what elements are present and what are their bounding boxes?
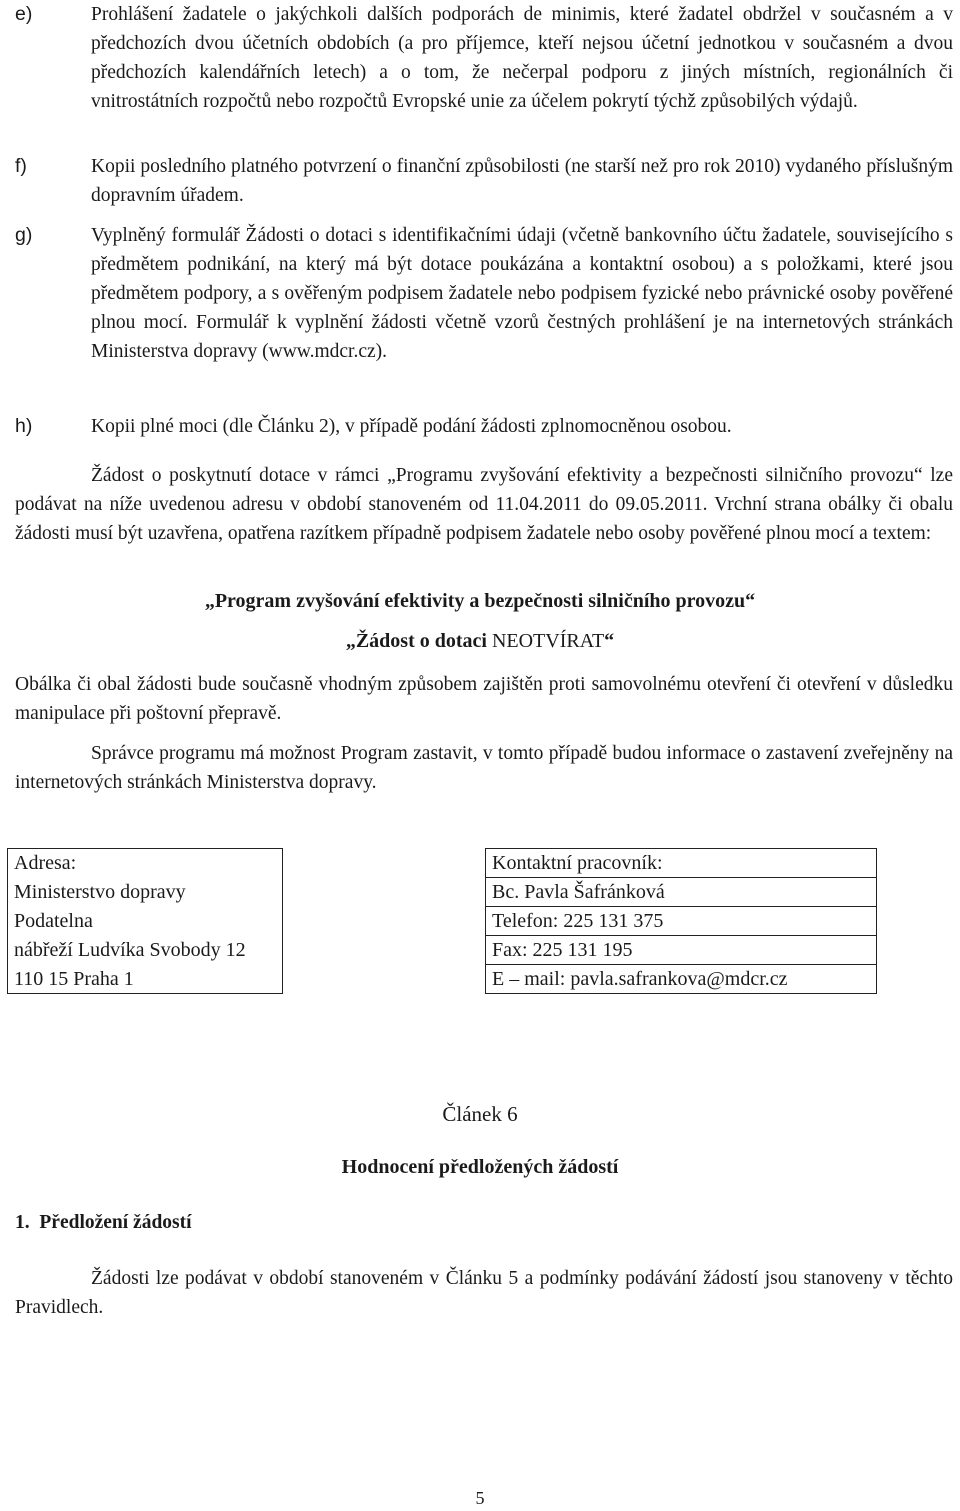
list-text: Prohlášení žadatele o jakýchkoli dalších podporách de minimis, které žadatel obdržel v současném a v předchozích dvou účetních obdobích (a pro příjemce, kteří nejsou účetní jednotkou v současném a dvou předchozích kalendářních letech) a o tom, že nečerpal podporu z jiných místních, regionálních či vnitrostátních rozpočtů nebo rozpočtů Evropské unie za účelem pokrytí týchž způsobilých výdajů. <box>91 4 953 112</box>
contact-header: Kontaktní pracovník: <box>486 849 877 878</box>
list-item-h <box>15 412 953 441</box>
page-number: 5 <box>475 1488 485 1508</box>
list-text: Kopii posledního platného potvrzení o finanční způsobilosti (ne starší než pro rok 2010) vydaného příslušným dopravním úřadem. <box>91 156 953 206</box>
contact-line: E – mail: pavla.safrankova@mdcr.cz <box>486 965 877 994</box>
envelope-text-line1: „Program zvyšování efektivity a bezpečnosti silničního provozu“ <box>204 590 756 612</box>
envelope-paragraph: Obálka či obal žádosti bude současně vhodným způsobem zajištěn proti samovolnému otevření či otevření v důsledku manipulace při poštovní přepravě. <box>15 674 953 724</box>
list-label: g) <box>15 224 33 246</box>
address-line: 110 15 Praha 1 <box>8 965 283 994</box>
article-number: Článek 6 <box>442 1102 518 1126</box>
address-header: Adresa: <box>8 849 283 878</box>
envelope-quote: “ <box>604 630 615 652</box>
list-label: h) <box>15 415 33 437</box>
list-item-g <box>15 221 953 366</box>
list-item-e <box>15 0 953 116</box>
submission-paragraph: Žádost o poskytnutí dotace v rámci „Programu zvyšování efektivity a bezpečnosti silničního provozu“ lze podávat na níže uvedenou adresu v období stanoveném od 11.04.2011 do 09.05.2011. Vrchní strana obálky či obalu žádosti musí být uzavřena, opatřena razítkem případně podpisem žadatele nebo osoby pověřené plnou mocí a textem: <box>15 465 953 544</box>
list-item-f <box>15 152 953 210</box>
address-line: Podatelna <box>8 907 283 936</box>
list-label: e) <box>15 3 33 25</box>
list-label: f) <box>15 155 27 177</box>
envelope-label: „Žádost o dotaci <box>345 630 492 652</box>
contact-line: Fax: 225 131 195 <box>486 936 877 965</box>
section-heading: 1. Předložení žádostí <box>15 1212 192 1233</box>
address-line: nábřeží Ludvíka Svobody 12 <box>8 936 283 965</box>
envelope-warning: NEOTVÍRAT <box>491 630 605 652</box>
address-line: Ministerstvo dopravy <box>8 878 283 907</box>
list-text: Kopii plné moci (dle Článku 2), v případě podání žádosti zplnomocněnou osobou. <box>91 416 732 437</box>
envelope-text-line2 <box>0 630 960 653</box>
address-table <box>7 848 877 994</box>
list-text: Vyplněný formulář Žádosti o dotaci s identifikačními údaji (včetně bankovního účtu žadatele, souvisejícího s předmětem podnikání, na který má být dotace poukázána a kontaktní osobou) a s položkami, které jsou předmětem podpory, a s ověřeným podpisem žadatele nebo podpisem fyzické nebo právnické osoby pověřené plnou mocí. Formulář k vyplnění žádosti včetně vzorů čestných prohlášení je na internetových stránkách Ministerstva dopravy (www.mdcr.cz). <box>91 225 953 362</box>
section-paragraph: Žádosti lze podávat v období stanoveném v Článku 5 a podmínky podávání žádostí jsou stanoveny v těchto Pravidlech. <box>15 1268 953 1318</box>
contact-line: Bc. Pavla Šafránková <box>486 878 877 907</box>
admin-paragraph: Správce programu má možnost Program zastavit, v tomto případě budou informace o zastavení zveřejněny na internetových stránkách Ministerstva dopravy. <box>15 743 953 793</box>
article-title: Hodnocení předložených žádostí <box>341 1156 619 1178</box>
contact-line: Telefon: 225 131 375 <box>486 907 877 936</box>
